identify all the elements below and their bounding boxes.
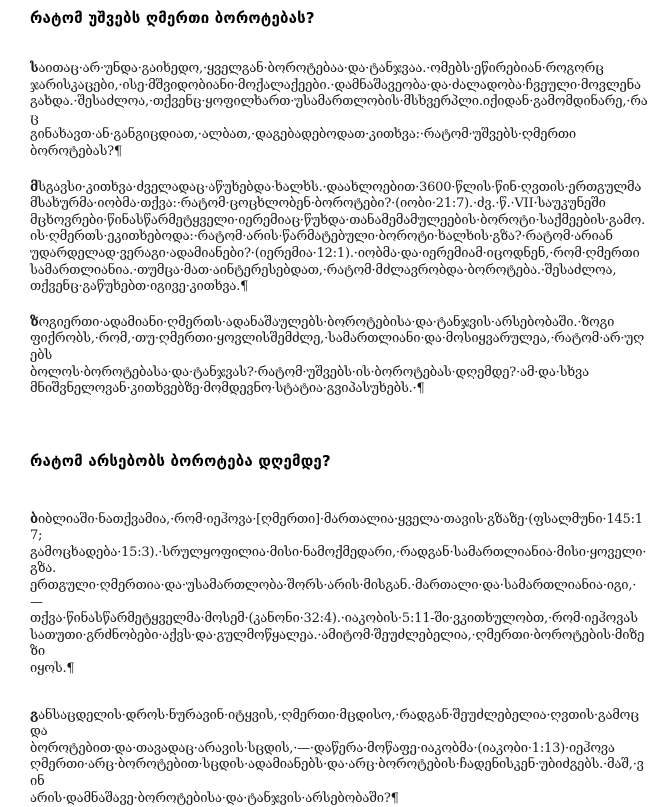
section-heading-why-does-god-allow-evil: რატომ უშვებს ღმერთი ბოროტებას? (30, 9, 315, 27)
section-heading-why-does-evil-still-exist: რატომ არსებობს ბოროტება დღემდე? (30, 451, 331, 470)
paragraph: საითაც·არ·უნდა·გაიხედო,·ყველგან·ბოროტებაა·და·ტანჯვაა.·ომებს·ეწირებიან·როგორც ჯარისკაცები,·ისე·მშვიდობიანი·მოქალაქეები.·დამნაშავეობა·და·ძალადობა·ჩვეული·მოვლენა გახდა.·შესაძლოა,·თქვენც·ყოფილხართ·უსამართლობის·მსხვერპლი.იქიდან·გამომდინარე,·რაც გინახავთ·ან·განგიცდიათ,·ალბათ,·დაგებადებოდათ·კითხვა:·რატომ·უშვებს·ღმერთი ბოროტებას?¶ (30, 61, 648, 159)
paragraph: მსგავსი·კითხვა·ძველადაც·აწუხებდა·ხალხს.·დაახლოებით·3600·წლის·წინ·ღვთის·ერთგულმა მსახურმა·იობმა·თქვა:·რატომ·ცოცხლობენ·ბოროტები?·(იობი·21:7).·ძვ.·წ.·VII·საუკუნეში მცხოვრები·წინასწარმეტყველი·იერემიაც·წუხდა·თანამემამულეების·ბოროტი·საქმეების·გამო. ის·ღმერთს·ეკითხებოდა:·რატომ·არის·წარმატებული·ბოროტი·ხალხის·გზა?·რატომ·არიან უდარდელად·ვერაგი·ადამიანები?·(იერემია·12:1).·იობმა·და·იერემიამ·იცოდნენ,·რომ·ღმერთი სამართლიანია.·თუმცა·მათ·აინტერესებდათ,·რატომ·მძლავრობდა·ბოროტება.·შესაძლოა, თქვენც·გაწუხებთ·იგივე·კითხვა.¶ (30, 179, 646, 295)
paragraph: ზოგიერთი·ადამიანი·ღმერთს·ადანაშაულებს·ბოროტებისა·და·ტანჯვის·არსებობაში.·ზოგი ფიქრობს,·რომ,·თუ·ღმერთი·ყოვლისშემძლე,·სამართლიანი·და·მოსიყვარულეა,·რატომ·არ·უღებს ბოლოს·ბოროტებასა·და·ტანჯვას?·რატომ·უშვებს·ის·ბოროტებას·დღემდე?·ამ·და·სხვა მნიშვნელოვან·კითხვებზე·მომდევნო·სტატია·გვიპასუხებს.·¶ (30, 314, 645, 397)
paragraph: ბიბლიაში·ნათქვამია,·რომ·იეჰოვა·[ღმერთი]·მართალია·ყველა·თავის·გზაზე·(ფსალმუნი·145:17; გამოცხადება·15:3).·სრულყოფილია·მისი·ნამოქმედარი,·რადგან·სამართლიანია·მისი·ყოველი·გზა. ერთგული·ღმერთია·და·უსამართლობა·შორს·არის·მისგან.·მართალი·და·სამართლიანია·იგი,·— თქვა·წინასწარმეტყველმა·მოსემ·(კანონი·32:4).·იაკობის·5:11-ში·ვკითხულობთ,·რომ·იეჰოვას სათუთი·გრძნობები·აქვს·და·გულმოწყალეა.·ამიტომ·შეუძლებელია,·ღმერთი·ბოროტების·მიზეზი იყოს.¶ (30, 511, 647, 677)
paragraph: განსაცდელის·დროს·ნურავინ·იტყვის,·ღმერთი·მცდისო,·რადგან·შეუძლებელია·ღვთის·გამოცდა ბოროტებით·და·თავადაც·არავის·სცდის,·—·დაწერა·მოწაფე·იაკობმა·(იაკობი·1:13)·იეჰოვა ღმერთი·არც·ბოროტებით·სცდის·ადამიანებს·და·არც·ბოროტების·ჩადენისკენ·უბიძგებს.·მაშ,·ვინ არის·დამნაშავე·ბოროტებისა·და·ტანჯვის·არსებობაში?¶ (30, 707, 644, 806)
